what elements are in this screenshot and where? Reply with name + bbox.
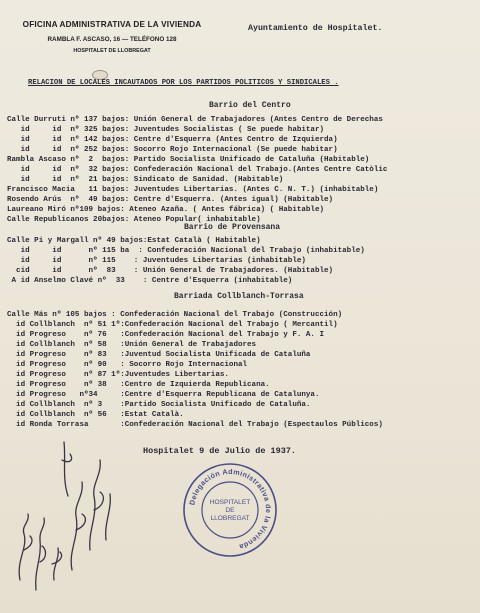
letterhead-address: RAMBLA F. ASCASO, 16 — TELÉFONO 128	[47, 36, 177, 43]
list-row: id Progreso nº 87 1º:Juventudes Libertarias.	[7, 371, 229, 379]
stamp-ring-text: Delegación Administrativa de la Vivienda	[187, 466, 274, 552]
list-row: id Progreso nº 76 :Confederación Nacional del Trabajo y F. A. I	[7, 331, 325, 339]
list-row: id id nº 142 bajos: Centre d'Esquerra (Antes Centro de Izquierda)	[7, 136, 338, 144]
list-row: id id nº 252 bajos: Socorro Rojo Internacional (Se puede habitar)	[7, 146, 338, 154]
list-row: id Progreso nº34 :Centre d'Esquerra Republicana de Catalunya.	[7, 391, 320, 399]
list-row: id Progreso nº 38 :Centro de Izquierda Republicana.	[7, 381, 270, 389]
list-row: id Collblanch nº 58 :Unión General de Trabajadores	[7, 341, 257, 349]
list-row: Laureano Miró nº109 bajos: Ateneo Azaña. ( Antes fábrica) ( Habitable)	[7, 206, 325, 214]
closing-date-line: Hospitalet 9 de Julio de 1937.	[143, 446, 297, 456]
letterhead	[22, 20, 202, 54]
official-stamp	[182, 462, 278, 558]
list-row: id id nº 32 bajos: Confederación Nacional del Trabajo.(Antes Centre Catòlic	[7, 166, 388, 174]
list-row: Calle Pi y Margall nº 49 bajos:Estat Català ( Habitable)	[7, 237, 261, 245]
list-row: Calle Republicanos 20bajos: Ateneo Popular( inhabitable)	[7, 216, 261, 224]
section-title: Barrio de Provensana	[184, 223, 281, 232]
list-row: id Ronda Torrasa :Confederación Nacional del Trabajo (Espectaulos Públicos)	[7, 421, 383, 429]
list-row: id Collblanch nº 51 1º:Confederación Nacional del Trabajo ( Mercantil)	[7, 321, 338, 329]
list-row: Rosendo Arús nº 49 bajos: Centre d'Esquerra. (Antes igual) (Habitable)	[7, 196, 334, 204]
list-row: A id Anselmo Clavé nº 33 : Centre d'Esquerra (inhabitable)	[7, 277, 293, 285]
list-row: id Collblanch nº 56 :Estat Català.	[7, 411, 184, 419]
section-title: Barriada Collblanch-Torrasa	[174, 292, 304, 301]
list-row: id id nº 115 : Juventudes Libertarias (inhabitable)	[7, 257, 306, 265]
stamp-center-line: DE	[225, 507, 235, 514]
municipality-header: Ayuntamiento de Hospitalet.	[248, 24, 383, 33]
letterhead-title: OFICINA ADMINISTRATIVA DE LA VIVIENDA	[22, 20, 202, 29]
list-row: id id nº 115 ba : Confederación Nacional del Trabajo (inhabitable)	[7, 247, 365, 255]
stamp-center-line: HOSPITALET	[209, 499, 251, 506]
stamp-center-line: LLOBREGAT	[210, 515, 250, 522]
list-row: id id nº 21 bajos: Sindicato de Sanidad. (Habitable)	[7, 176, 284, 184]
letterhead-city: HOSPITALET DE LLOBREGAT	[73, 48, 151, 54]
list-row: id Progreso nº 90 : Socorro Rojo Internacional	[7, 361, 248, 369]
list-row: Calle Más nº 105 bajos : Confederación Nacional del Trabajo (Construcción)	[7, 311, 343, 319]
list-row: id Collblanch nº 3 :Partido Socialista Unificado de Cataluña.	[7, 401, 311, 409]
document-heading: RELACION DE LOCALES INCAUTADOS POR LOS PARTIDOS POLITICOS Y SINDICALES .	[28, 79, 339, 87]
list-row: Francisco Macia 11 bajos: Juventudes Libertarias. (Antes C. N. T.) (inhabitable)	[7, 186, 379, 194]
handwritten-signature	[6, 430, 118, 600]
list-row: Calle Durruti nº 137 bajos: Unión General de Trabajadores (Antes Centro de Derechas	[7, 116, 383, 124]
list-row: cid id nº 83 : Unión General de Trabajadores. (Habitable)	[7, 267, 334, 275]
list-row: id id nº 325 bajos: Juventudes Socialistas ( Se puede habitar)	[7, 126, 325, 134]
list-row: Rambla Ascaso nº 2 bajos: Partido Socialista Unificado de Cataluña (Habitable)	[7, 156, 370, 164]
section-title: Barrio del Centro	[209, 101, 291, 110]
list-row: id Progreso nº 83 :Juventud Socialista Unificada de Cataluña	[7, 351, 311, 359]
